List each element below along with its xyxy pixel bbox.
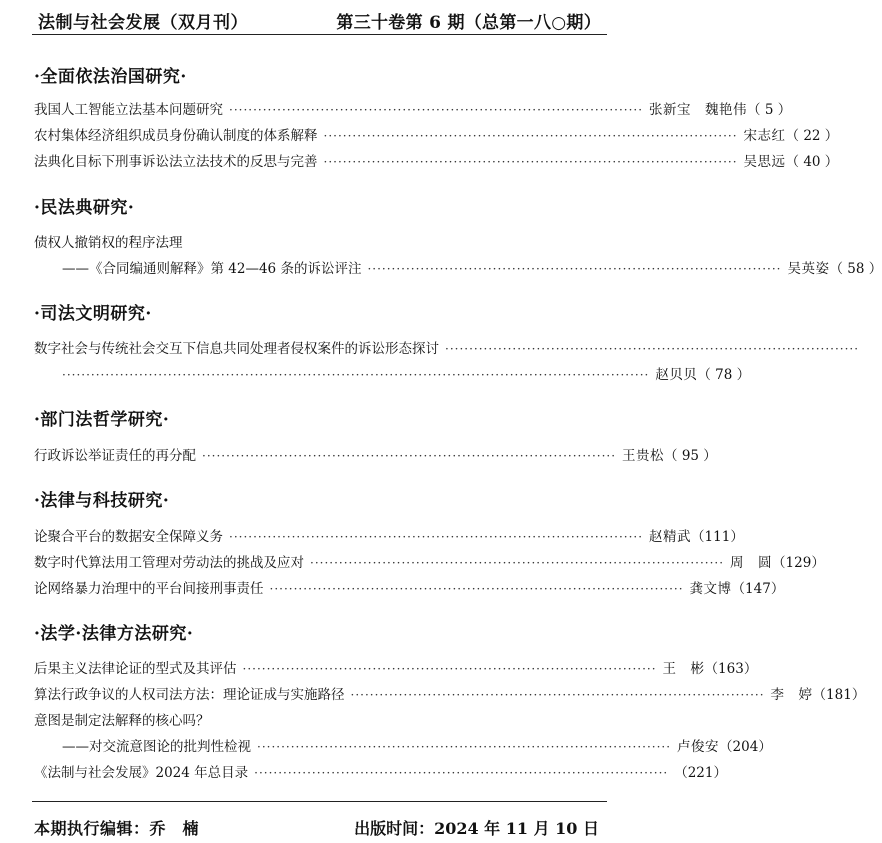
entry-author: 吴思远 — [743, 154, 786, 170]
date-label: 出版时间： — [354, 819, 435, 838]
entry-author: 卢俊安 — [677, 739, 720, 755]
toc-entry[interactable] — [34, 444, 717, 464]
executive-editor — [34, 816, 199, 839]
entry-page: （ 40 ） — [785, 154, 839, 170]
toc-entry-subtitle[interactable] — [62, 257, 882, 277]
leader-dots: ······················································································ — [350, 688, 765, 702]
toc-entry-continuation[interactable] — [62, 363, 751, 383]
entry-subtitle: ——《合同编通则解释》第 42—46 条的诉讼评注 — [62, 261, 362, 277]
entry-page: （ 58 ） — [829, 261, 882, 277]
issue-info: 第三十卷第 6 期（总第一八○期） — [336, 13, 601, 33]
toc-entry-subtitle[interactable] — [62, 735, 772, 755]
entry-author: 龚文博 — [689, 581, 732, 597]
toc-entry[interactable] — [34, 551, 825, 571]
toc-entry[interactable] — [34, 683, 866, 703]
leader-dots: ······················································································ — [367, 262, 782, 276]
toc-entry[interactable] — [34, 657, 758, 677]
toc-entry[interactable] — [34, 150, 839, 170]
leader-dots: ······················································································ — [229, 530, 644, 544]
entry-title: 法典化目标下刑事诉讼法立法技术的反思与完善 — [34, 154, 318, 170]
entry-subtitle: ——对交流意图论的批判性检视 — [62, 739, 251, 755]
entry-page: （147） — [731, 581, 785, 597]
entry-author: 王贵松 — [622, 448, 665, 464]
section-heading: ·全面依法治国研究· — [34, 67, 187, 87]
leader-dots: ······················································································ — [323, 129, 738, 143]
toc-entry[interactable] — [34, 525, 744, 545]
entry-title: 论网络暴力治理中的平台间接刑事责任 — [34, 581, 264, 597]
entry-author: 赵精武 — [649, 529, 692, 545]
entry-title: 论聚合平台的数据安全保障义务 — [34, 529, 223, 545]
section-heading: ·部门法哲学研究· — [34, 410, 170, 430]
entry-page: （163） — [704, 661, 758, 677]
leader-dots: ·························································································································· — [62, 368, 650, 382]
toc-entry[interactable] — [34, 337, 860, 357]
leader-dots: ······················································································ — [202, 449, 617, 463]
entry-page: （ 22 ） — [785, 128, 839, 144]
entry-page: （204） — [719, 739, 772, 755]
entry-author: 周 圆 — [730, 555, 773, 571]
leader-dots: ······················································································ — [229, 103, 644, 117]
entry-page: （181） — [812, 687, 866, 703]
section-heading: ·司法文明研究· — [34, 304, 152, 324]
leader-dots: ······················································································ — [445, 342, 860, 356]
entry-page: （ 78 ） — [697, 367, 751, 383]
entry-title: 数字社会与传统社会交互下信息共同处理者侵权案件的诉讼形态探讨 — [34, 341, 439, 357]
entry-author: 李 婷 — [770, 687, 813, 703]
editor-name: 乔 楠 — [149, 819, 200, 838]
entry-title: 我国人工智能立法基本问题研究 — [34, 102, 223, 118]
toc-entry[interactable] — [34, 761, 727, 781]
editor-label: 本期执行编辑： — [34, 819, 150, 838]
footer-rule — [32, 801, 607, 802]
entry-page: （ 95 ） — [664, 448, 717, 464]
entry-author: 赵贝贝 — [655, 367, 698, 383]
entry-title: 行政诉讼举证责任的再分配 — [34, 448, 196, 464]
section-heading: ·法律与科技研究· — [34, 491, 170, 511]
entry-title: 农村集体经济组织成员身份确认制度的体系解释 — [34, 128, 318, 144]
leader-dots: ······················································································ — [323, 155, 738, 169]
entry-page: （221） — [674, 765, 727, 781]
section-heading: ·民法典研究· — [34, 198, 135, 218]
entry-author: 张新宝 魏艳伟 — [649, 102, 748, 118]
entry-title: 数字时代算法用工管理对劳动法的挑战及应对 — [34, 555, 304, 571]
entry-page: （111） — [691, 529, 744, 545]
entry-author: 王 彬 — [662, 661, 705, 677]
entry-title: 债权人撤销权的程序法理 — [34, 235, 183, 251]
journal-name: 法制与社会发展（双月刊） — [38, 13, 248, 33]
leader-dots: ······················································································ — [310, 556, 725, 570]
entry-page: （129） — [772, 555, 825, 571]
entry-page: （ 5 ） — [747, 102, 792, 118]
entry-title: 算法行政争议的人权司法方法：理论证成与实施路径 — [34, 687, 345, 703]
toc-entry[interactable] — [34, 231, 601, 251]
header-rule — [32, 34, 607, 35]
toc-entry[interactable] — [34, 98, 792, 118]
running-header — [38, 6, 601, 34]
entry-author: 吴英姿 — [787, 261, 830, 277]
leader-dots: ······················································································ — [257, 740, 672, 754]
section-heading: ·法学·法律方法研究· — [34, 624, 194, 644]
entry-title: 后果主义法律论证的型式及其评估 — [34, 661, 237, 677]
entry-title: 《法制与社会发展》2024 年总目录 — [34, 765, 249, 781]
leader-dots: ······················································································ — [269, 582, 684, 596]
entry-title: 意图是制定法解释的核心吗？ — [34, 713, 210, 729]
publication-date — [354, 816, 599, 839]
toc-entry[interactable] — [34, 124, 839, 144]
leader-dots: ······················································································ — [254, 766, 669, 780]
leader-dots: ······················································································ — [242, 662, 657, 676]
toc-entry[interactable] — [34, 709, 601, 729]
entry-author: 宋志红 — [743, 128, 786, 144]
date-value: 2024 年 11 月 10 日 — [434, 819, 599, 838]
toc-entry[interactable] — [34, 577, 785, 597]
